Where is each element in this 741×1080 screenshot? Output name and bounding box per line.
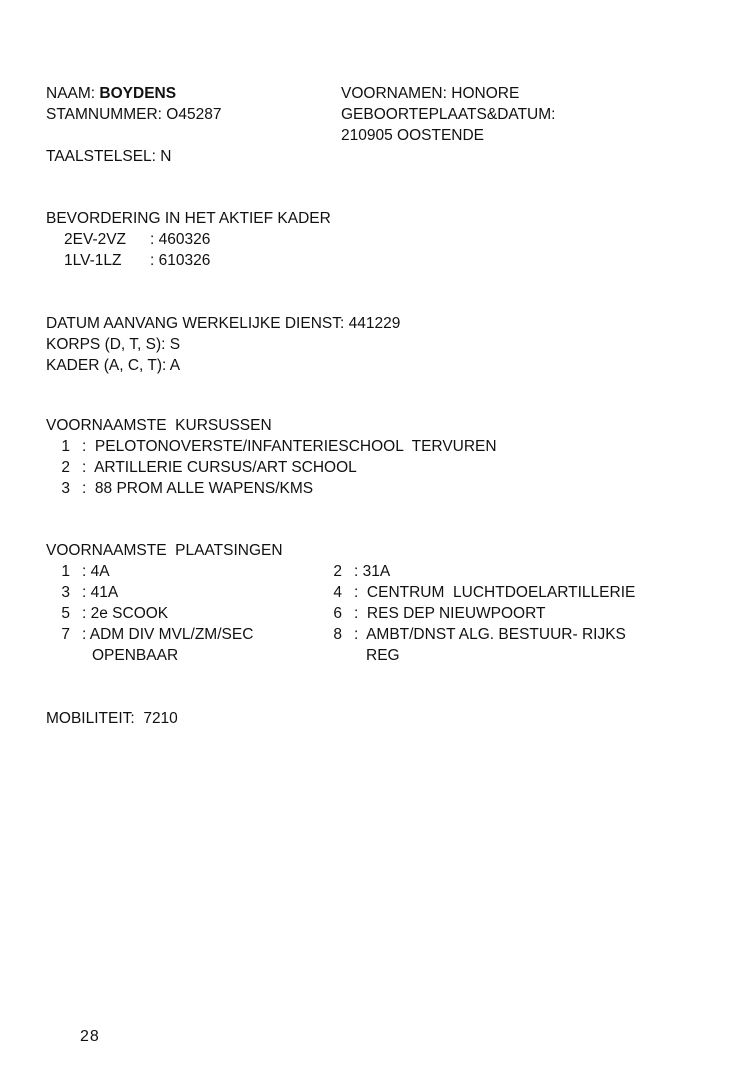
plaatsing-text: : 2e SCOOK (82, 605, 169, 622)
plaatsingen-title-text: VOORNAAMSTE PLAATSINGEN (46, 542, 283, 559)
plaatsing-number: 3 (61, 584, 70, 601)
stamnummer-label: STAMNUMMER: (46, 106, 162, 123)
taalstelsel-label: TAALSTELSEL: (46, 148, 156, 165)
voornamen-line (341, 83, 519, 104)
kursus-text: : ARTILLERIE CURSUS/ART SCHOOL (82, 459, 357, 476)
plaatsing-text: : 4A (82, 563, 110, 580)
plaatsingen-right-column (318, 561, 635, 666)
bevordering-row (46, 229, 331, 250)
bevordering-row (46, 250, 331, 271)
stamnummer-line (46, 104, 221, 125)
mobiliteit: MOBILITEIT: 7210 (46, 710, 178, 727)
geboorte-label: GEBOORTEPLAATS&DATUM: (341, 106, 556, 123)
plaatsing-item (318, 582, 635, 603)
plaatsing-item (46, 582, 253, 603)
kursus-number: 2 (61, 459, 70, 476)
kursus-text: : 88 PROM ALLE WAPENS/KMS (82, 480, 314, 497)
kursussen-title: VOORNAAMSTE KURSUSSEN (46, 417, 272, 434)
plaatsing-continuation: OPENBAAR (92, 647, 179, 664)
taalstelsel-line (46, 146, 172, 167)
kursussen-section (46, 415, 497, 499)
voornamen-label: VOORNAMEN: (341, 85, 447, 102)
voornamen-value: HONORE (451, 85, 520, 102)
naam-label: NAAM: (46, 85, 96, 102)
plaatsing-number: 1 (61, 563, 70, 580)
plaatsing-number: 8 (333, 626, 342, 643)
plaatsing-item (46, 603, 253, 624)
naam-line (46, 83, 176, 104)
bevordering-section (46, 208, 331, 271)
stamnummer-value: O45287 (166, 106, 222, 123)
bevordering-title: BEVORDERING IN HET AKTIEF KADER (46, 210, 331, 227)
datum-aanvang: DATUM AANVANG WERKELIJKE DIENST: 441229 (46, 315, 401, 332)
kursus-item (46, 457, 497, 478)
bevordering-date: : 610326 (150, 252, 211, 269)
bevordering-rank: 2EV-2VZ (64, 231, 127, 248)
plaatsingen-left-column (46, 561, 253, 666)
plaatsing-text: : AMBT/DNST ALG. BESTUUR- RIJKS (354, 626, 626, 643)
plaatsing-number: 5 (61, 605, 70, 622)
geboorte-value: 210905 OOSTENDE (341, 127, 485, 144)
plaatsing-item (318, 624, 635, 645)
kursus-number: 3 (61, 480, 70, 497)
kursus-number: 1 (61, 438, 70, 455)
page-number: 28 (80, 1028, 100, 1045)
plaatsing-item (318, 603, 635, 624)
plaatsing-text: : ADM DIV MVL/ZM/SEC (82, 626, 254, 643)
plaatsing-number: 2 (333, 563, 342, 580)
taalstelsel-value: N (160, 148, 172, 165)
naam-value: BOYDENS (99, 85, 177, 102)
kursus-item (46, 478, 497, 499)
kursus-text: : PELOTONOVERSTE/INFANTERIESCHOOL TERVUREN (82, 438, 497, 455)
plaatsing-number: 4 (333, 584, 342, 601)
bevordering-date: : 460326 (150, 231, 211, 248)
plaatsing-item (46, 561, 253, 582)
plaatsing-item (46, 624, 253, 645)
dienst-section (46, 313, 400, 376)
kursus-item (46, 436, 497, 457)
plaatsing-number: 7 (61, 626, 70, 643)
kader: KADER (A, C, T): A (46, 357, 181, 374)
plaatsing-text: : 41A (82, 584, 119, 601)
plaatsing-item (318, 561, 635, 582)
korps: KORPS (D, T, S): S (46, 336, 181, 353)
plaatsing-text: : RES DEP NIEUWPOORT (354, 605, 546, 622)
bevordering-rank: 1LV-1LZ (64, 252, 122, 269)
plaatsing-text: : CENTRUM LUCHTDOELARTILLERIE (354, 584, 636, 601)
plaatsing-number: 6 (333, 605, 342, 622)
plaatsingen-title (46, 540, 283, 561)
plaatsing-continuation: REG (366, 647, 400, 664)
plaatsing-text: : 31A (354, 563, 391, 580)
